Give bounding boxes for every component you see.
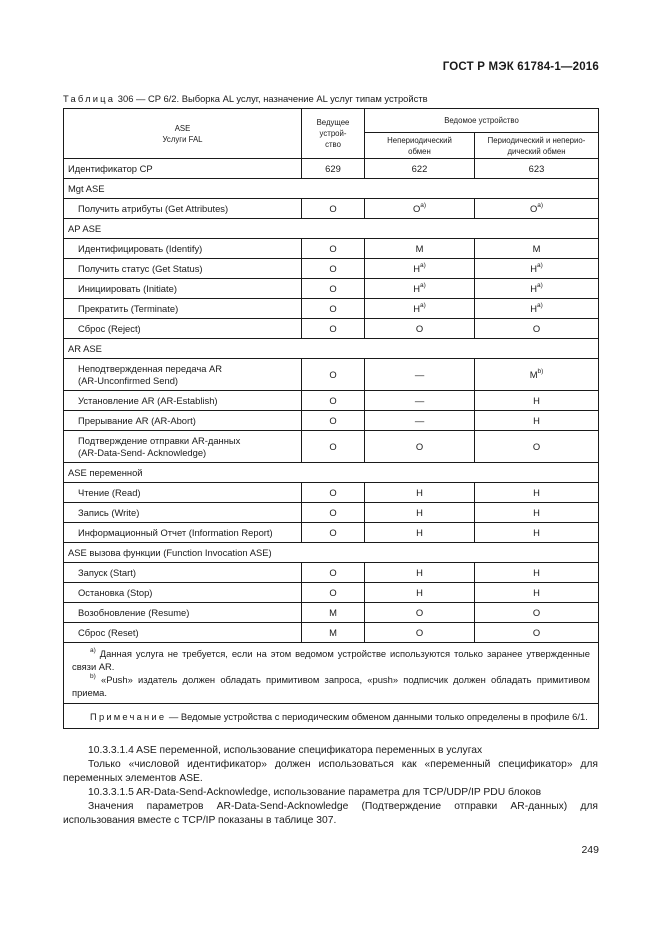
paragraph: Только «числовой идентификатор» должен использоваться как «переменный спецификатор» для переменных элементов ASE. — [63, 759, 598, 784]
table-row: Запись (Write) О Н Н — [64, 503, 599, 523]
table-row: Инициировать (Initiate) О $Н^{a)}$ $Н^{a)}$ — [64, 279, 599, 299]
table-row: Остановка (Stop) О Н Н — [64, 583, 599, 603]
table-row: Установление AR (AR-Establish) О — Н — [64, 391, 599, 411]
header-slave-periodic: Периодический и неперио- дический обмен — [475, 133, 599, 159]
table-row: Информационный Отчет (Information Report) О Н Н — [64, 523, 599, 543]
group-row: Mgt ASE — [64, 179, 599, 199]
table-row: Идентифицировать (Identify) О М М — [64, 239, 599, 259]
header-slave: Ведомое устройство — [365, 109, 599, 133]
table-caption — [63, 93, 428, 104]
paragraph-10-3-3-1-4: 10.3.3.1.4 ASE переменной, использование спецификатора переменных в услугах — [88, 745, 483, 756]
group-row: AR ASE — [64, 339, 599, 359]
document-header: ГОСТ Р МЭК 61784-1—2016 — [442, 61, 599, 73]
footnote-a: $^{a)}$ Данная услуга не требуется, если на этом ведомом устройстве используются только заранее утвержденные связи AR. — [72, 647, 590, 672]
table-row: Идентификатор CP 629 622 623 — [64, 159, 599, 179]
table-row: Сброс (Reject) О О О — [64, 319, 599, 339]
table-row: Чтение (Read) О Н Н — [64, 483, 599, 503]
header-slave-nonperiodic: Непериодический обмен — [365, 133, 475, 159]
paragraph-10-3-3-1-5: 10.3.3.1.5 AR-Data-Send-Acknowledge, использование параметра для TCP/UDP/IP PDU блоков — [88, 787, 542, 798]
caption-text: 306 — CP 6/2. Выборка AL услуг, назначение AL услуг типам устройств — [115, 93, 428, 104]
group-row: ASE переменной — [64, 463, 599, 483]
footnote-b: $^{b)}$ «Push» издатель должен обладать примитивом запроса, «push» подписчик должен обладать примитивом приема. — [72, 673, 590, 698]
table-row: Прерывание AR (AR-Abort) О — Н — [64, 411, 599, 431]
header-ase: ASE Услуги FAL — [64, 109, 302, 159]
note-row — [64, 704, 599, 729]
footnotes-row — [64, 643, 599, 704]
table-row: Получить атрибуты (Get Attributes) О $О^{a)}$ $О^{a)}$ — [64, 199, 599, 219]
body-text — [63, 744, 598, 828]
table-row: Прекратить (Terminate) О $Н^{a)}$ $Н^{a)}$ — [64, 299, 599, 319]
header-master: Ведущее устрой- ство — [302, 109, 365, 159]
group-row: AP ASE — [64, 219, 599, 239]
page-number: 249 — [581, 844, 599, 856]
note-label: Примечание — [90, 711, 167, 722]
services-table — [63, 108, 599, 729]
caption-label: Таблица — [63, 93, 116, 104]
table-row: Подтверждение отправки AR-данных (AR-Data-Send- Acknowledge) О О О — [64, 431, 599, 463]
group-row: ASE вызова функции (Function Invocation ASE) — [64, 543, 599, 563]
note-text: — Ведомые устройства с периодическим обменом данными только определены в профиле 6/1. — [166, 711, 588, 722]
paragraph: Значения параметров AR-Data-Send-Acknowledge (Подтверждение отправки AR-данных) для использования вместе с TCP/IP показаны в таблице 307. — [63, 801, 598, 826]
table-row: Получить статус (Get Status) О $Н^{a)}$ $Н^{a)}$ — [64, 259, 599, 279]
table-row: Возобновление (Resume) М О О — [64, 603, 599, 623]
table-row: Неподтвержденная передача AR (AR-Unconfirmed Send) О — $М^{b)}$ — [64, 359, 599, 391]
table-row: Сброс (Reset) М О О — [64, 623, 599, 643]
table-row: Запуск (Start) О Н Н — [64, 563, 599, 583]
